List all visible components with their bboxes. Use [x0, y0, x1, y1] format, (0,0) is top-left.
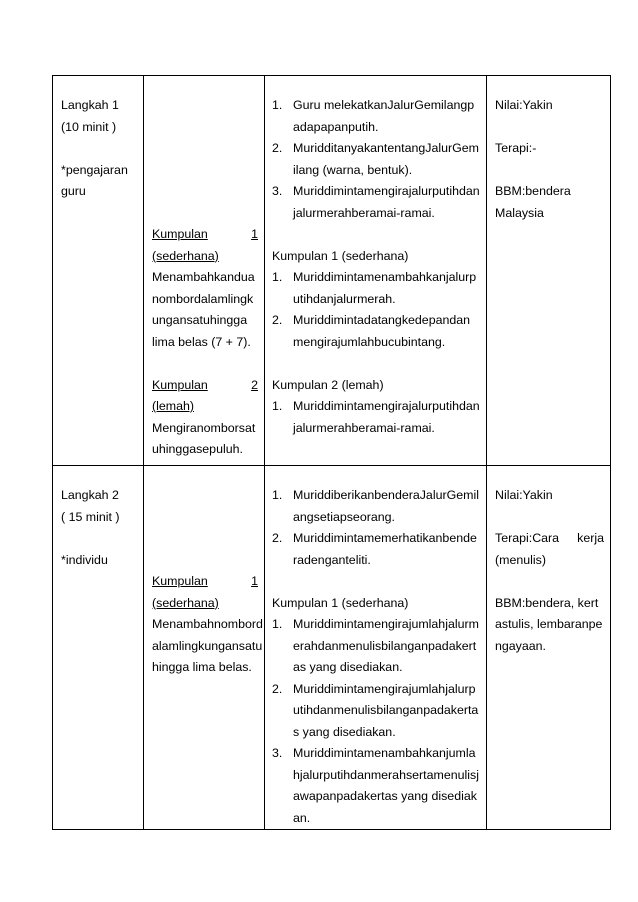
list-item: 3. Muriddimintamengirajalurputihdanjalurmerahberamai-ramai. [272, 184, 480, 220]
group-title: Kumpulan 1 (sederhana) [272, 248, 409, 263]
terapi-text: Terapi:- [495, 141, 537, 155]
group-cell [144, 76, 265, 466]
terapi-detail: (menulis) [495, 552, 546, 567]
activity-list [272, 396, 480, 439]
group-desc: Mengiranomborsat uhinggasepuluh. [152, 420, 256, 456]
step-label: Langkah 1 [61, 98, 119, 112]
list-item: 1. MuriddiberikanbenderaJalurGemilangsetiapseorang. [272, 488, 479, 524]
list-item: 2. Muriddimintamengirajumlahjalurputihdanmenulisbilanganpadakertas yang disediakan. [272, 681, 479, 739]
activity-list [272, 485, 480, 571]
step-cell [53, 76, 144, 466]
activity-list [272, 614, 480, 829]
group-label: Kumpulan 1 [152, 574, 258, 588]
list-item: 1. Muriddimintamengirajumlahjalurmerahdanmenulisbilanganpadakertas yang disediakan. [272, 617, 479, 674]
list-item: 3. Muriddimintamenambahkanjumlahjalurputihdanmerahsertamenulisjawapanpadakertas yang disediakan. [272, 746, 479, 825]
nilai-text: Nilai:Yakin [495, 98, 553, 112]
list-item: 1. Guru melekatkanJalurGemilangpadapapanputih. [272, 98, 475, 134]
lesson-plan-table [52, 75, 611, 830]
list-item: 2. Muriddimintadatangkedepandan mengirajumlahbucubintang. [272, 313, 471, 349]
activity-list [272, 267, 480, 353]
group-level: (sederhana) [152, 595, 219, 610]
list-item: 1. Muriddimintamenambahkanjalurputihdanjalurmerah. [272, 270, 477, 306]
notes-cell [487, 76, 611, 466]
step-mode: *pengajaran guru [61, 162, 128, 198]
activity-cell [265, 76, 487, 466]
bbm-text: BBM:bendera, kertastulis, lembaranpengayaan. [495, 595, 603, 653]
step-cell [53, 466, 144, 830]
nilai-text: Nilai:Yakin [495, 488, 553, 502]
list-item: 1. Muriddimintamengirajalurputihdanjalurmerahberamai-ramai. [272, 399, 480, 435]
group-desc: Menambahkandua nombordalamlingk ungansatuhingga lima belas (7 + 7). [152, 270, 255, 349]
terapi-text: Terapi:Cara kerja [495, 531, 604, 545]
list-item: 2. MuridditanyakantentangJalurGemilang (warna, bentuk). [272, 141, 479, 177]
table-row [53, 76, 611, 466]
step-time: (10 minit ) [61, 119, 117, 134]
group-label: Kumpulan 2 [152, 377, 258, 392]
group-cell [144, 466, 265, 830]
bbm-text: BBM:bendera Malaysia [495, 184, 571, 220]
activity-cell [265, 466, 487, 830]
step-mode: *individu [61, 552, 108, 567]
step-label: Langkah 2 [61, 488, 119, 502]
group-label: Kumpulan 1 [152, 227, 258, 241]
group-title: Kumpulan 1 (sederhana) [272, 595, 409, 610]
group-level: (sederhana) [152, 248, 219, 263]
list-item: 2. Muriddimintamemerhatikanbenderadenganteliti. [272, 531, 477, 567]
table-row [53, 466, 611, 830]
step-time: ( 15 minit ) [61, 509, 120, 524]
group-title: Kumpulan 2 (lemah) [272, 377, 384, 392]
notes-cell [487, 466, 611, 830]
group-level: (lemah) [152, 399, 194, 413]
activity-list [272, 95, 480, 224]
group-desc: Menambahnombord alamlingkungansatu hingga lima belas. [152, 617, 263, 674]
